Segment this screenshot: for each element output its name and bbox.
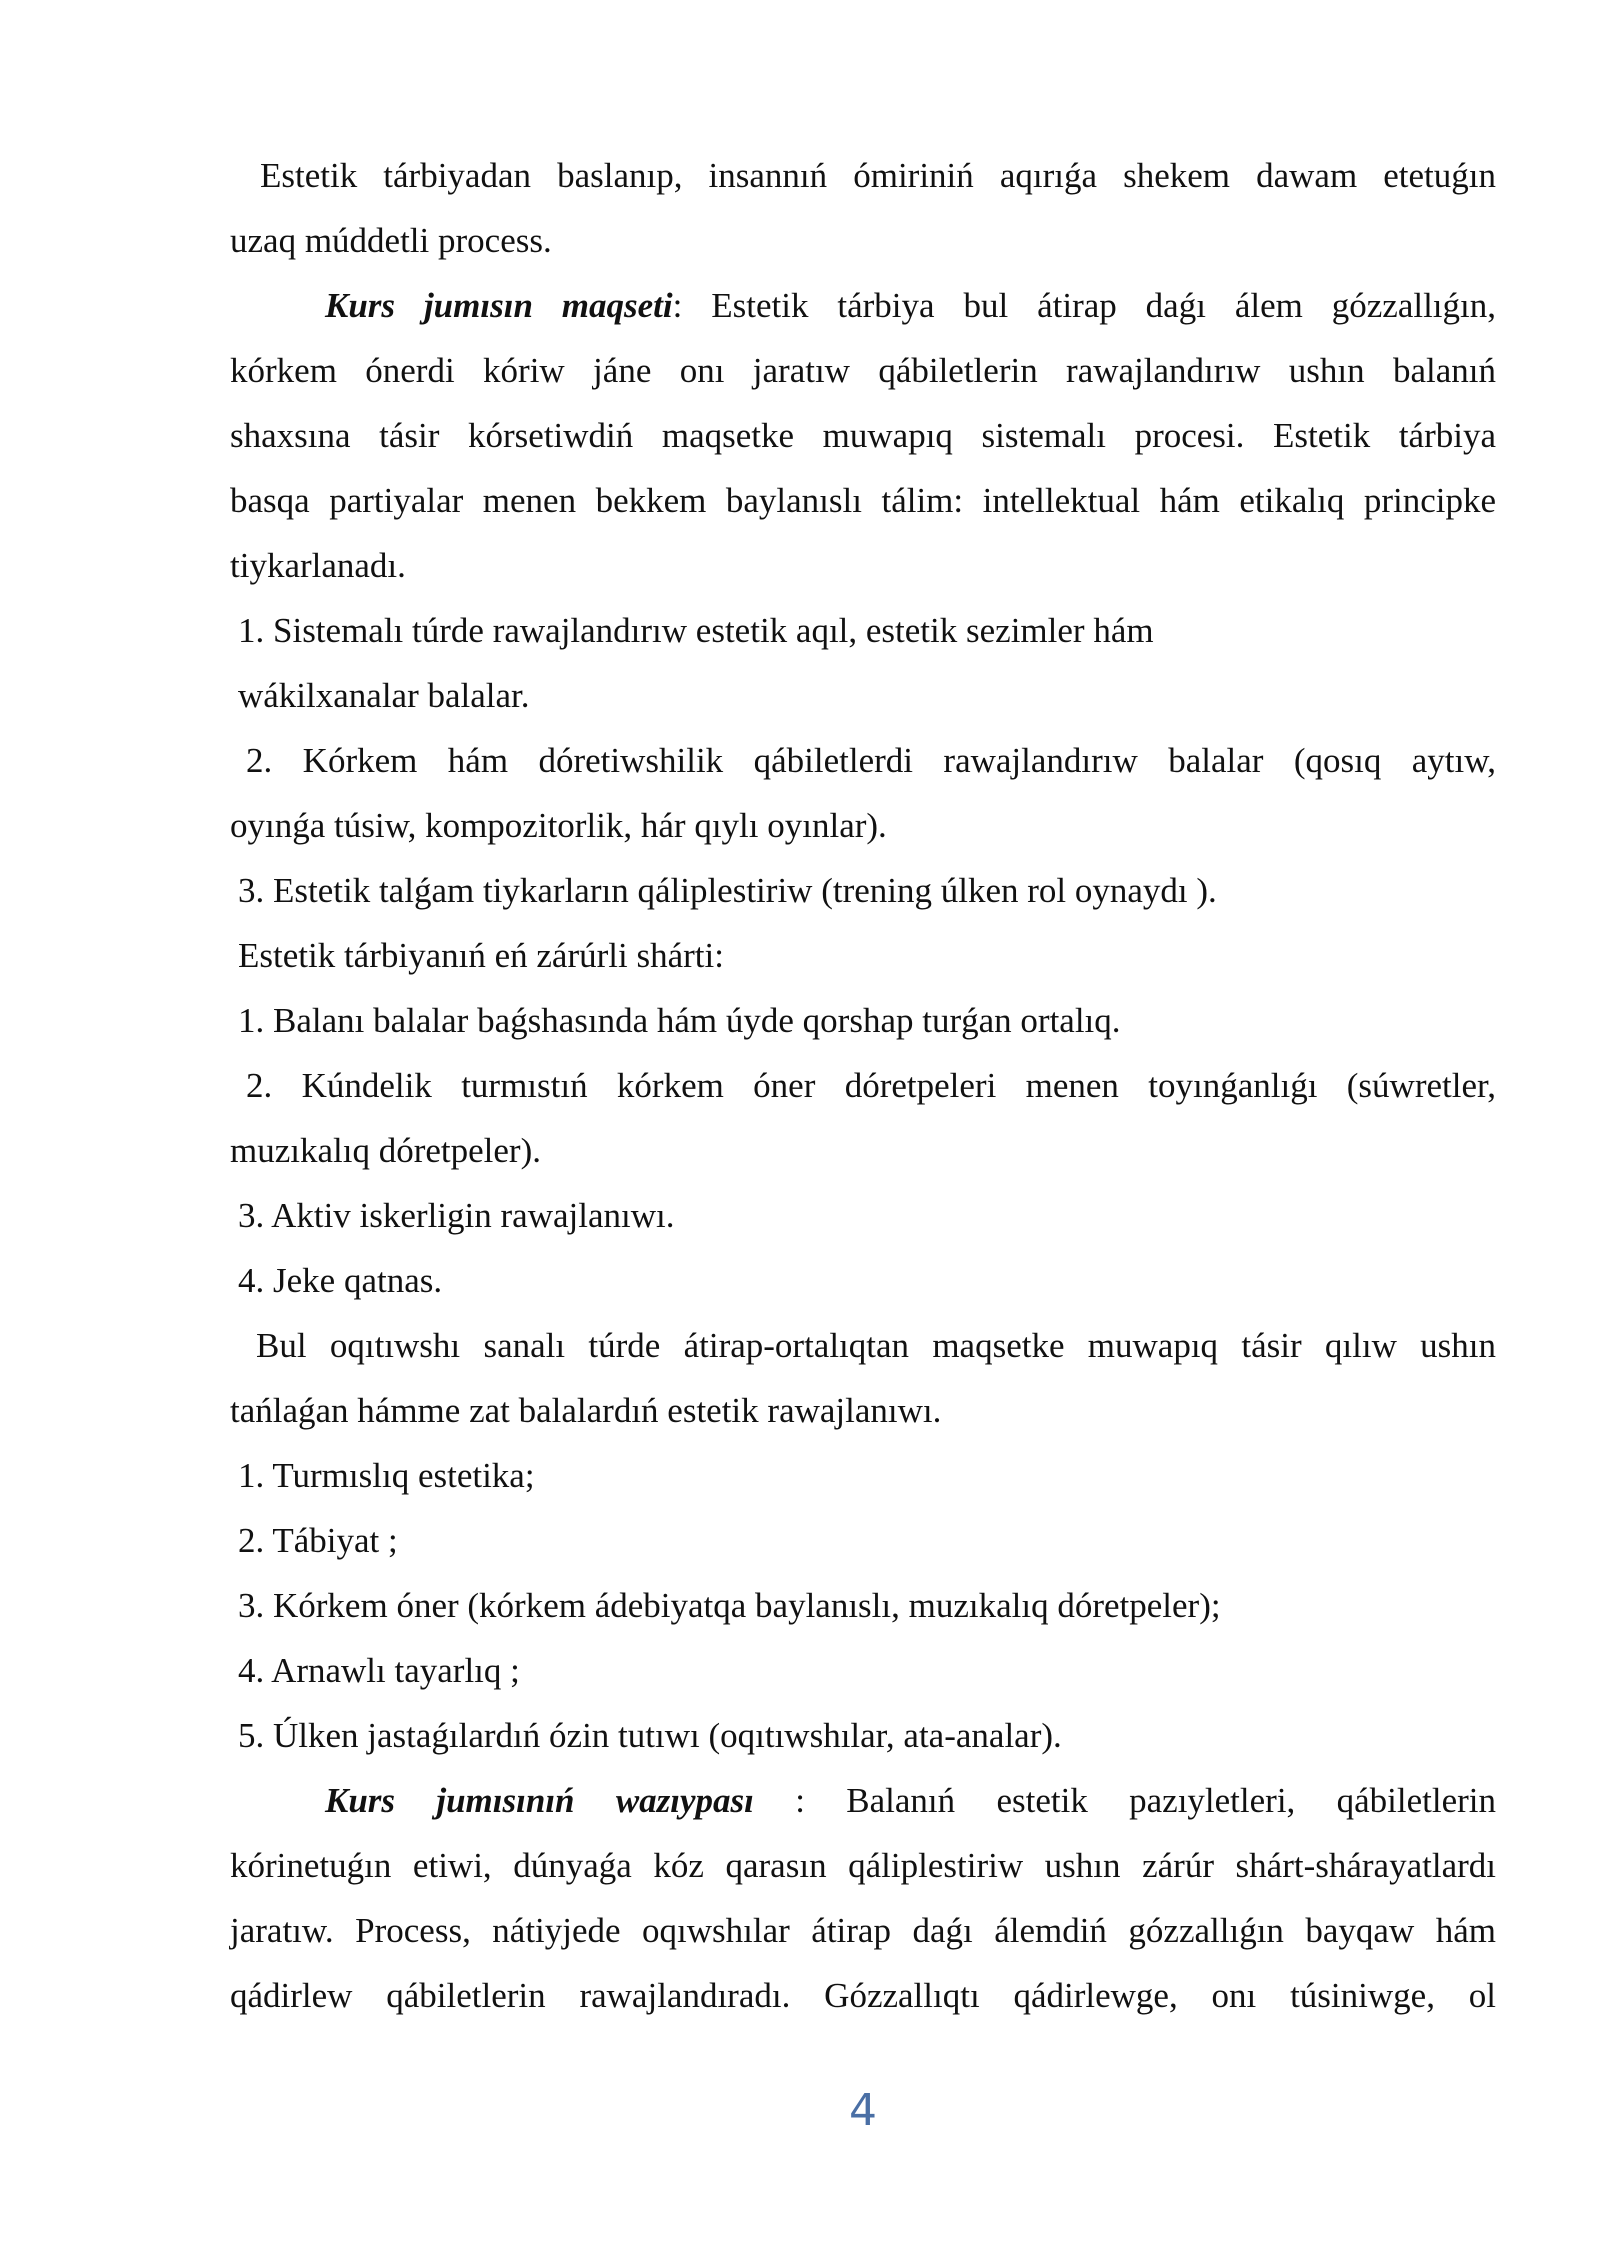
- paragraph-line: Estetik tárbiyadan baslanıp, insannıń ómiriniń aqırıǵa shekem dawam etetuǵın: [260, 156, 1496, 195]
- paragraph-line: oyınǵa túsiw, kompozitorlik, hár qıylı oyınlar).: [230, 806, 887, 845]
- list-item: 2. Tábiyat ;: [238, 1521, 398, 1560]
- page-number: 4: [849, 2085, 877, 2136]
- list-item: 3. Aktiv iskerligin rawajlanıwı.: [238, 1196, 675, 1235]
- paragraph-line: jaratıw. Process, nátiyjede oqıwshılar átirap daǵı álemdiń gózzallıǵın bayqaw hám: [230, 1911, 1496, 1950]
- list-item: 1. Turmıslıq estetika;: [238, 1456, 535, 1495]
- paragraph-line: qádirlew qábiletlerin rawajlandıradı. Gózzallıqtı qádirlewge, onı túsiniwge, ol: [230, 1976, 1496, 2015]
- paragraph-line: [325, 1779, 1496, 1823]
- course-goal-text: : Estetik tárbiya bul átirap daǵı álem gózzallıǵın,: [672, 286, 1497, 325]
- paragraph-line: tańlaǵan hámme zat balalardıń estetik rawajlanıwı.: [230, 1391, 942, 1430]
- course-goal-heading: Kurs jumısın maqseti: [325, 286, 673, 325]
- list-item: 3. Estetik talǵam tiykarların qáliplestiriw (trening úlken rol oynaydı ).: [238, 871, 1217, 910]
- paragraph-line: kórinetuǵın etiwi, dúnyaǵa kóz qarasın qáliplestiriw ushın zárúr shárt-shárayatlardı: [230, 1846, 1496, 1885]
- course-task-heading: Kurs jumısınıń wazıypası: [325, 1781, 754, 1820]
- list-item: 2. Kúndelik turmıstıń kórkem óner dóretpeleri menen toyınǵanlıǵı (súwretler,: [246, 1066, 1496, 1105]
- list-item: 5. Úlken jastaǵılardıń ózin tutıwı (oqıtıwshılar, ata-analar).: [238, 1716, 1062, 1755]
- list-item: 4. Jeke qatnas.: [238, 1261, 443, 1300]
- course-task-text: : Balanıń estetik pazıyletleri, qábiletlerin: [753, 1781, 1496, 1820]
- list-item: 1. Balanı balalar baǵshasında hám úyde qorshap turǵan ortalıq.: [238, 1001, 1121, 1040]
- paragraph-line: basqa partiyalar menen bekkem baylanıslı tálim: intellektual hám etikalıq principke: [230, 481, 1496, 520]
- paragraph-line: tiykarlanadı.: [230, 546, 406, 585]
- paragraph-line: Estetik tárbiyanıń eń zárúrli shárti:: [238, 936, 724, 975]
- list-item: 2. Kórkem hám dóretiwshilik qábiletlerdi rawajlandırıw balalar (qosıq aytıw,: [246, 741, 1496, 780]
- paragraph-line: Bul oqıtıwshı sanalı túrde átirap-ortalıqtan maqsetke muwapıq tásir qılıw ushın: [256, 1326, 1496, 1365]
- paragraph-line: [325, 284, 1496, 328]
- list-item: wákilxanalar balalar.: [238, 676, 530, 715]
- paragraph-line: uzaq múddetli process.: [230, 221, 552, 260]
- list-item: 1. Sistemalı túrde rawajlandırıw estetik aqıl, estetik sezimler hám: [238, 611, 1154, 650]
- list-item: 4. Arnawlı tayarlıq ;: [238, 1651, 520, 1690]
- paragraph-line: shaxsına tásir kórsetiwdiń maqsetke muwapıq sistemalı procesi. Estetik tárbiya: [230, 416, 1496, 455]
- document-page: [230, 0, 1496, 2262]
- paragraph-line: kórkem ónerdi kóriw jáne onı jaratıw qábiletlerin rawajlandırıw ushın balanıń: [230, 351, 1496, 390]
- list-item: 3. Kórkem óner (kórkem ádebiyatqa baylanıslı, muzıkalıq dóretpeler);: [238, 1586, 1221, 1625]
- paragraph-line: muzıkalıq dóretpeler).: [230, 1131, 541, 1170]
